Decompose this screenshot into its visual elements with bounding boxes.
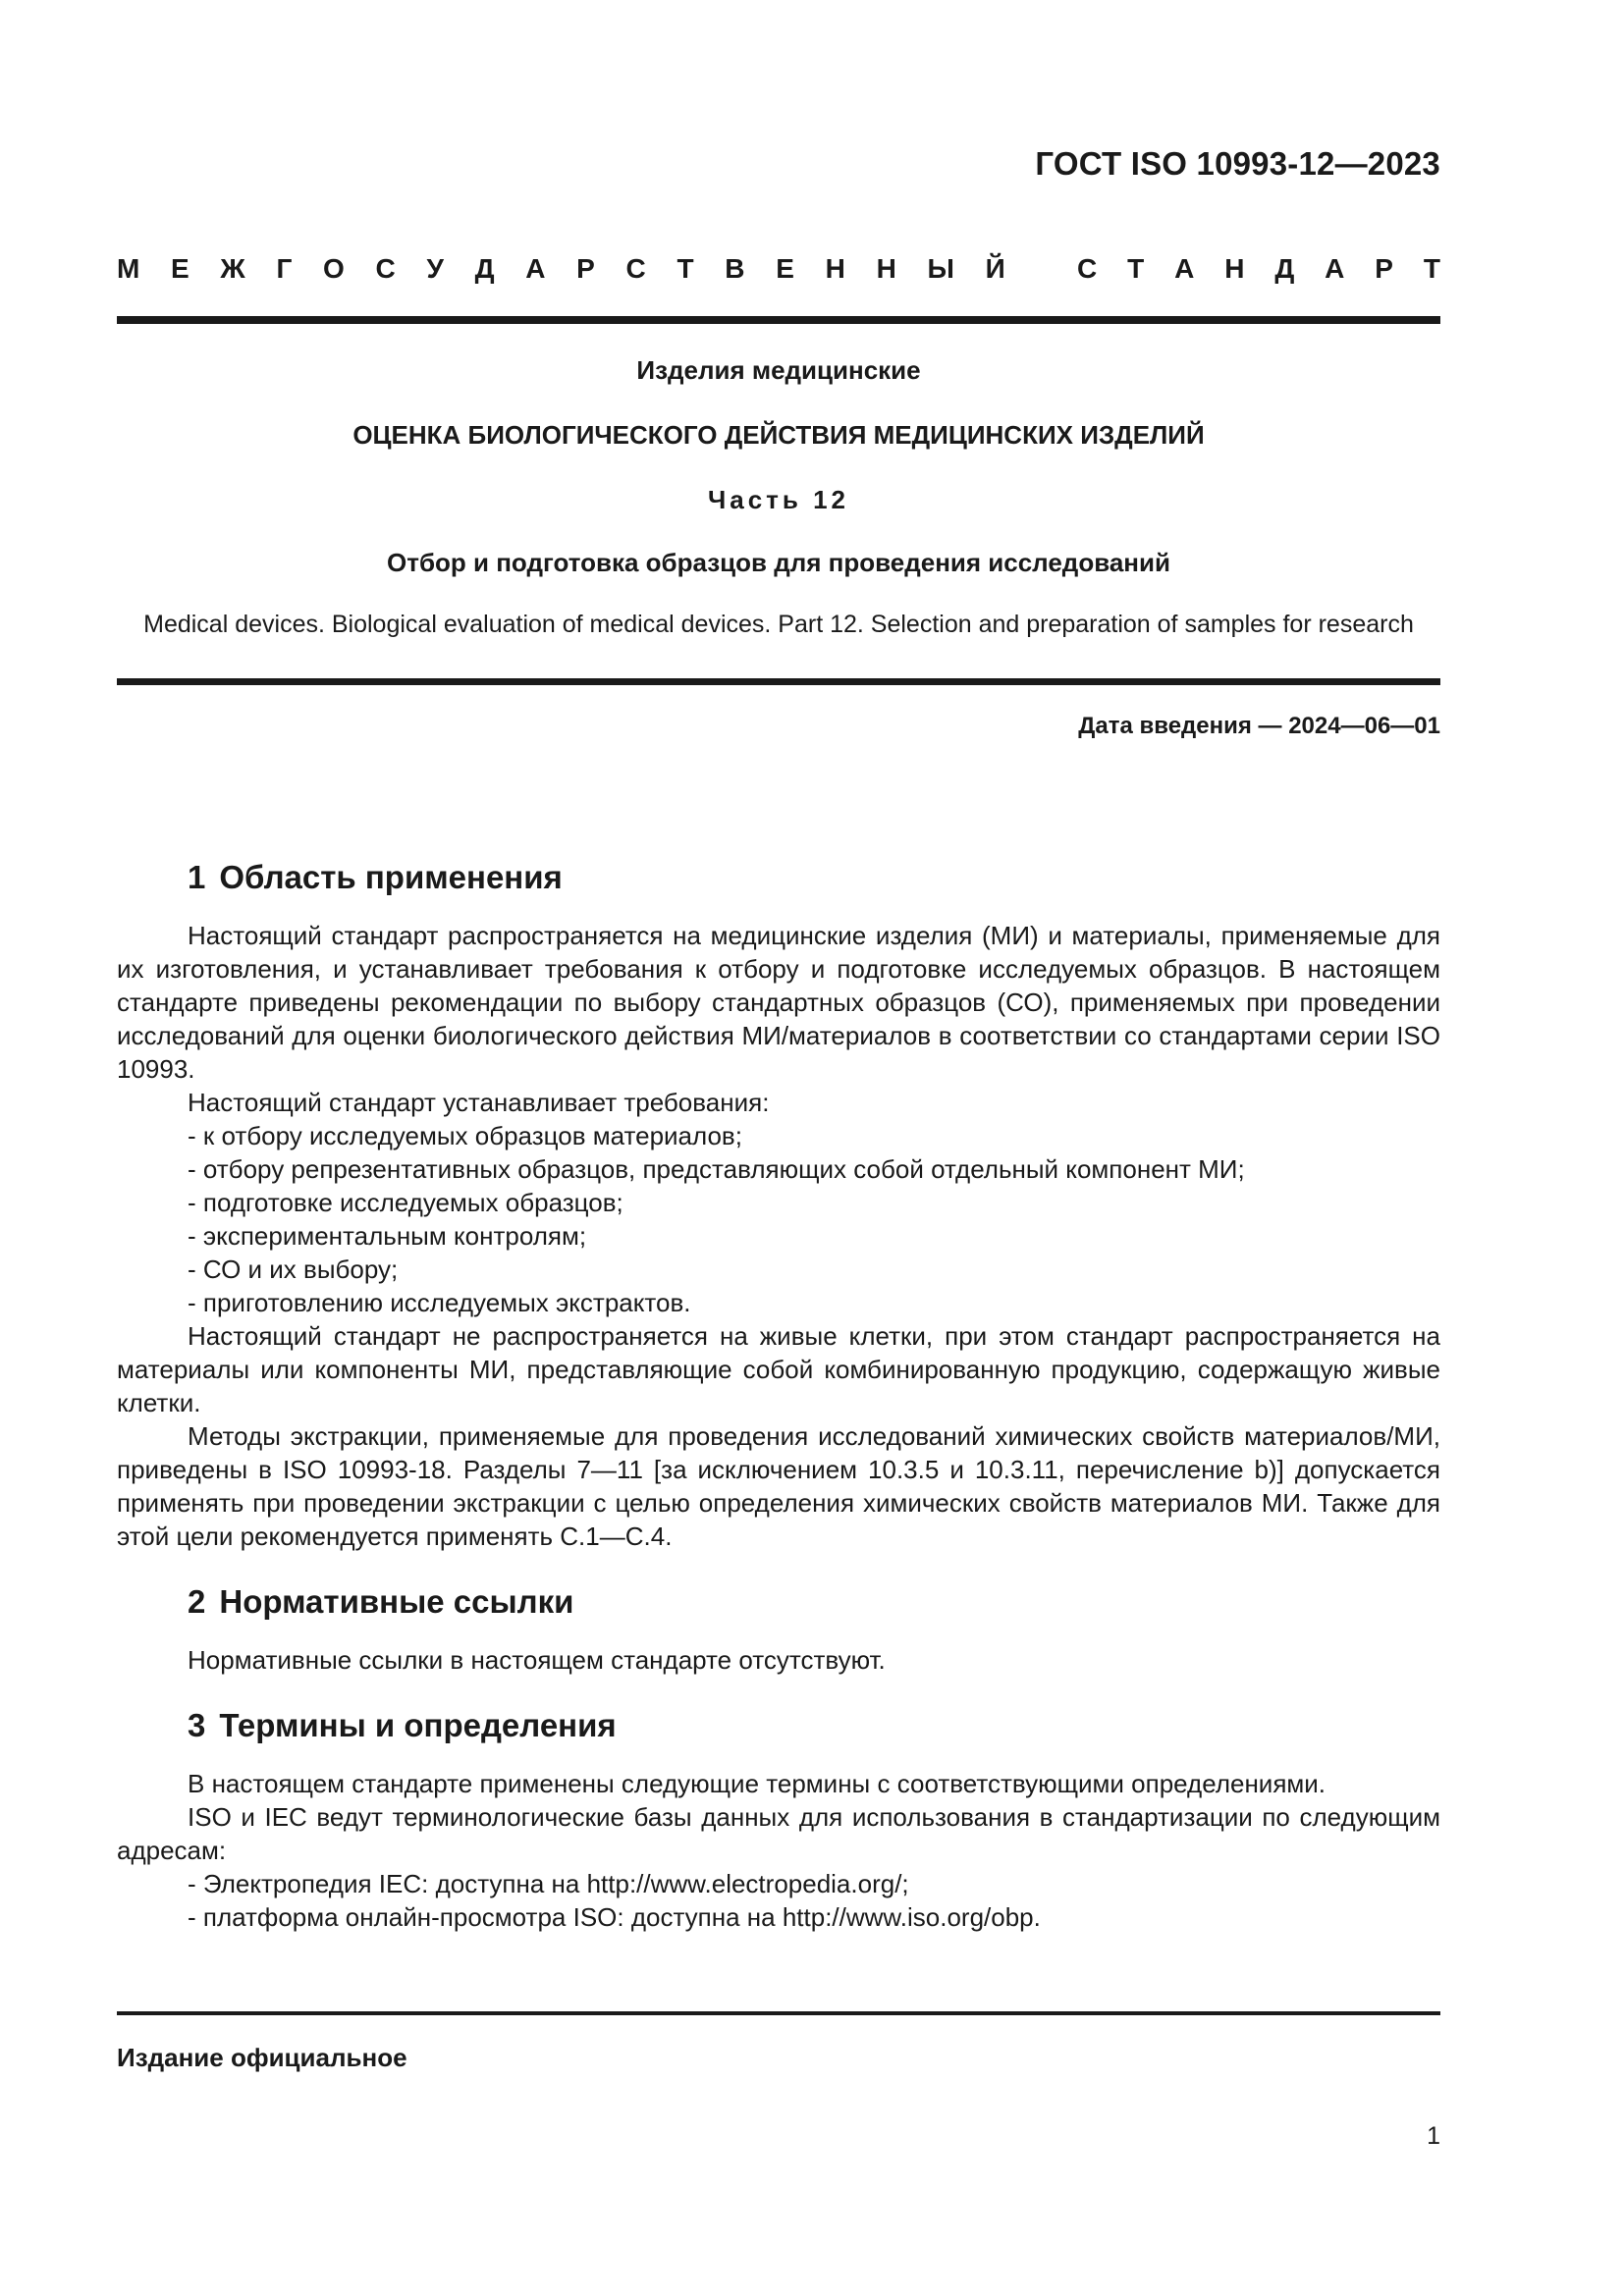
section-heading-terms: 3 Термины и определения [188, 1707, 617, 1743]
letter: Г [276, 253, 293, 284]
document-subtitle: Отбор и подготовка образцов для проведения исследований [387, 548, 1170, 577]
section-heading-scope: 1 Область применения [188, 859, 563, 895]
section-heading-normative-references: 2 Нормативные ссылки [188, 1583, 574, 1620]
introduction-date: Дата введения — 2024—06—01 [1078, 713, 1440, 739]
document-title: ОЦЕНКА БИОЛОГИЧЕСКОГО ДЕЙСТВИЯ МЕДИЦИНСКИХ ИЗДЕЛИЙ [352, 420, 1205, 450]
list-item: - приготовлению исследуемых экстрактов. [188, 1288, 691, 1317]
letter: Р [576, 253, 595, 284]
letter: Т [677, 253, 694, 284]
paragraph: Методы экстракции, применяемые для проведения исследований химических свойств материалов/МИ, приведены в ISO 10993-18. Разделы 7—11 [за исключением 10.3.5 и 10.3.11, перечисление b)] допускается применять при проведении экстракции с целью определения химических свойств материалов МИ. Также для этой цели рекомендуется применять С.1—С.4. [117, 1421, 1440, 1551]
title-divider [117, 678, 1440, 685]
letter: О [323, 253, 345, 284]
footer-divider [117, 2011, 1440, 2015]
standard-type-heading [117, 253, 1440, 285]
letter: Ж [220, 253, 245, 284]
paragraph: Настоящий стандарт распространяется на медицинские изделия (МИ) и материалы, применяемые для их изготовления, и устанавливает требования к отбору и подготовке исследуемых образцов. В настоящем стандарте приведены рекомендации по выбору стандартных образцов (СО), применяемых при проведении исследований для оценки биологического действия МИ/материалов в соответствии со стандартами серии ISO 10993. [117, 921, 1440, 1084]
letter: Т [1423, 253, 1440, 284]
document-code: ГОСТ ISO 10993-12—2023 [1035, 145, 1440, 182]
document-page [117, 0, 1440, 2296]
letter: У [426, 253, 444, 284]
list-item: - платформа онлайн-просмотра ISO: доступна на http://www.iso.org/obp. [188, 1902, 1041, 1932]
letter: Н [1224, 253, 1245, 284]
list-item: - экспериментальным контролям; [188, 1221, 587, 1251]
letter: Р [1375, 253, 1393, 284]
part-label: Часть 12 [707, 485, 850, 514]
list-item: - отбору репрезентативных образцов, представляющих собой отдельный компонент МИ; [188, 1154, 1245, 1184]
letter: Ы [927, 253, 954, 284]
list-item: - Электропедия IEC: доступна на http://www.electropedia.org/; [188, 1869, 909, 1898]
paragraph: Нормативные ссылки в настоящем стандарте отсутствуют. [188, 1645, 886, 1675]
list-item: - подготовке исследуемых образцов; [188, 1188, 623, 1217]
letter: Й [985, 253, 1005, 284]
paragraph: В настоящем стандарте применены следующие термины с соответствующими определениями. [188, 1769, 1326, 1798]
letter: С [375, 253, 396, 284]
list-item: - к отбору исследуемых образцов материалов; [188, 1121, 742, 1150]
list-item: - СО и их выбору; [188, 1255, 399, 1284]
letter: Е [776, 253, 794, 284]
letter: Н [876, 253, 896, 284]
letter: С [1077, 253, 1098, 284]
letter: А [525, 253, 546, 284]
letter: Е [171, 253, 189, 284]
official-edition-label: Издание официальное [117, 2043, 407, 2072]
letter: М [117, 253, 140, 284]
english-title: Medical devices. Biological evaluation of medical devices. Part 12. Selection and preparation of samples for research [143, 611, 1414, 638]
letter: А [1174, 253, 1195, 284]
letter: Д [474, 253, 495, 284]
letter: Т [1127, 253, 1145, 284]
top-divider [117, 316, 1440, 324]
letter: В [725, 253, 745, 284]
product-category: Изделия медицинские [636, 355, 921, 385]
document-body [117, 858, 1440, 1934]
paragraph: Настоящий стандарт не распространяется на живые клетки, при этом стандарт распространяется на материалы или компоненты МИ, представляющие собой комбинированную продукцию, содержащую живые клетки. [117, 1321, 1440, 1417]
letter: А [1325, 253, 1345, 284]
standard-type-word-standard [1077, 253, 1440, 285]
letter: Н [825, 253, 845, 284]
paragraph: Настоящий стандарт устанавливает требования: [188, 1088, 770, 1117]
letter: С [625, 253, 646, 284]
standard-type-word-interstate [117, 253, 1005, 285]
page-number: 1 [1427, 2122, 1440, 2150]
letter: Д [1274, 253, 1295, 284]
paragraph: ISO и IEC ведут терминологические базы данных для использования в стандартизации по следующим адресам: [117, 1802, 1440, 1865]
